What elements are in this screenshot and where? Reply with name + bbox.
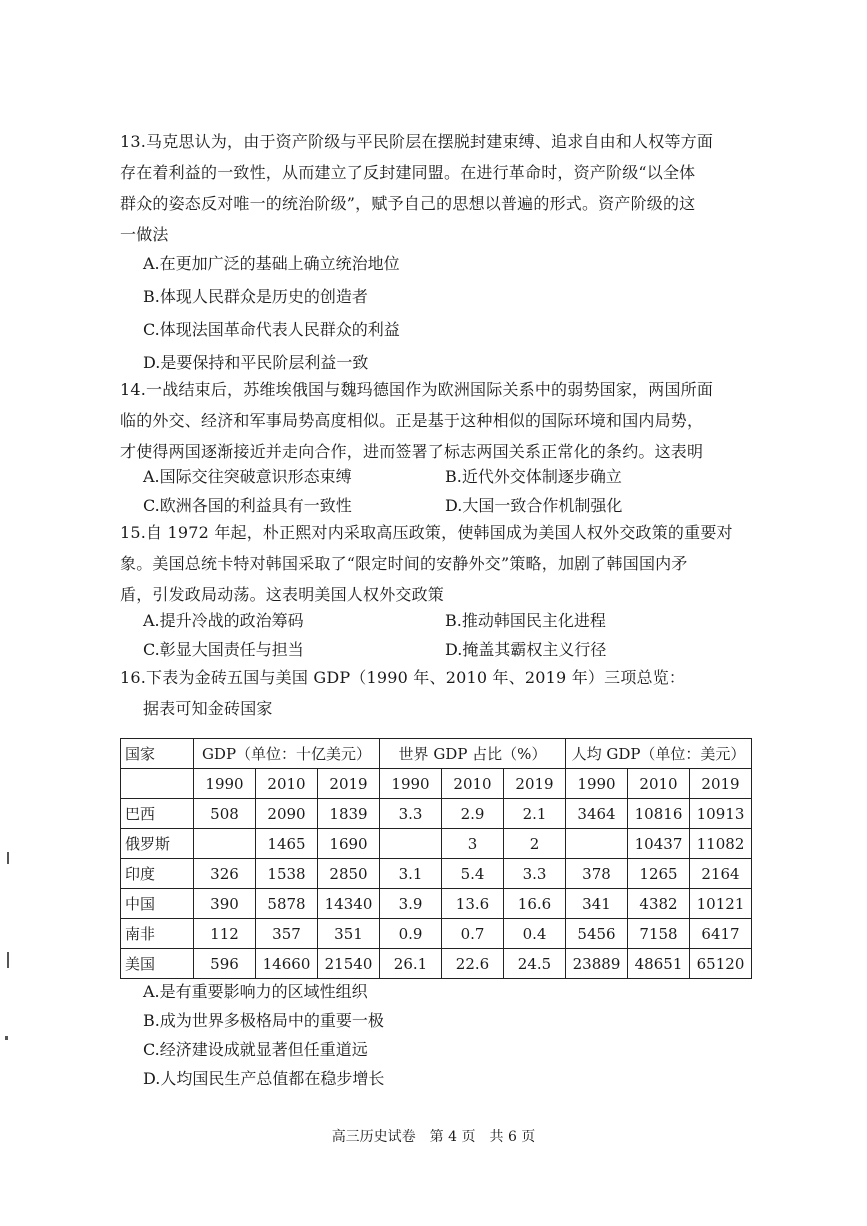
q15-option-d: D.掩盖其霸权主义行径	[445, 640, 607, 659]
table-cell: 2.9	[442, 799, 504, 829]
table-cell: 1465	[256, 829, 318, 859]
year-row-blank	[121, 769, 194, 799]
country-cell: 南非	[121, 919, 194, 949]
table-cell: 4382	[628, 889, 690, 919]
table-cell: 112	[194, 919, 256, 949]
table-cell: 2850	[318, 859, 380, 889]
q16-option-a: A.是有重要影响力的区域性组织	[143, 982, 368, 1001]
q14-option-d: D.大国一致合作机制强化	[445, 496, 623, 515]
table-cell: 3464	[566, 799, 628, 829]
table-cell: 26.1	[380, 949, 442, 979]
table-cell: 3.9	[380, 889, 442, 919]
q13-option-b: B.体现人民群众是历史的创造者	[143, 287, 368, 306]
scan-speck	[7, 852, 9, 864]
year-cell: 2019	[690, 769, 752, 799]
country-cell: 中国	[121, 889, 194, 919]
table-cell: 24.5	[504, 949, 566, 979]
table-row	[121, 799, 752, 829]
table-cell: 1265	[628, 859, 690, 889]
table-cell: 22.6	[442, 949, 504, 979]
year-cell: 2019	[504, 769, 566, 799]
question-15-stem	[120, 517, 733, 610]
year-cell: 2010	[628, 769, 690, 799]
table-cell: 2	[504, 829, 566, 859]
table-row	[121, 859, 752, 889]
group-header-per-capita: 人均 GDP（单位：美元）	[566, 739, 752, 769]
q15-option-b: B.推动韩国民主化进程	[445, 611, 606, 630]
q13-option-d: D.是要保持和平民阶层利益一致	[143, 353, 369, 372]
table-cell	[194, 829, 256, 859]
question-14-stem	[120, 374, 713, 467]
question-13-stem	[120, 126, 713, 250]
scan-speck	[7, 952, 9, 968]
table-cell: 10121	[690, 889, 752, 919]
q15-option-a: A.提升冷战的政治筹码	[143, 611, 304, 630]
table-cell: 326	[194, 859, 256, 889]
country-cell: 巴西	[121, 799, 194, 829]
country-cell: 俄罗斯	[121, 829, 194, 859]
year-cell: 1990	[194, 769, 256, 799]
gdp-table	[120, 738, 752, 979]
table-cell: 0.7	[442, 919, 504, 949]
table-cell: 65120	[690, 949, 752, 979]
table-row	[121, 919, 752, 949]
q14-option-b: B.近代外交体制逐步确立	[445, 467, 622, 486]
table-cell: 351	[318, 919, 380, 949]
table-cell: 2.1	[504, 799, 566, 829]
year-cell: 2010	[442, 769, 504, 799]
table-cell: 48651	[628, 949, 690, 979]
q14-line-3: 才使得两国逐渐接近并走向合作，进而签署了标志两国关系正常化的条约。这表明	[120, 442, 704, 461]
table-cell: 21540	[318, 949, 380, 979]
q16-option-c: C.经济建设成就显著但任重道远	[143, 1040, 368, 1059]
table-cell: 2164	[690, 859, 752, 889]
country-header: 国家	[121, 739, 194, 769]
table-year-row	[121, 769, 752, 799]
q13-line-4: 一做法	[120, 225, 169, 244]
table-cell: 3	[442, 829, 504, 859]
table-cell: 3.1	[380, 859, 442, 889]
q14-option-a: A.国际交往突破意识形态束缚	[143, 467, 352, 486]
scan-speck	[5, 1036, 8, 1040]
table-cell: 1538	[256, 859, 318, 889]
table-cell	[566, 829, 628, 859]
table-cell: 3.3	[504, 859, 566, 889]
table-cell: 0.9	[380, 919, 442, 949]
q16-option-b: B.成为世界多极格局中的重要一极	[143, 1011, 384, 1030]
table-cell: 23889	[566, 949, 628, 979]
table-cell: 357	[256, 919, 318, 949]
table-cell: 3.3	[380, 799, 442, 829]
q15-line-3: 盾，引发政局动荡。这表明美国人权外交政策	[120, 585, 445, 604]
table-cell: 2090	[256, 799, 318, 829]
group-header-share: 世界 GDP 占比（%）	[380, 739, 566, 769]
table-cell: 13.6	[442, 889, 504, 919]
country-cell: 印度	[121, 859, 194, 889]
year-cell: 1990	[566, 769, 628, 799]
table-cell: 596	[194, 949, 256, 979]
table-cell: 1690	[318, 829, 380, 859]
q16-option-d: D.人均国民生产总值都在稳步增长	[143, 1069, 385, 1088]
table-cell: 6417	[690, 919, 752, 949]
q14-line-2: 临的外交、经济和军事局势高度相似。正是基于这种相似的国际环境和国内局势，	[120, 411, 704, 430]
table-cell: 14660	[256, 949, 318, 979]
q13-option-a: A.在更加广泛的基础上确立统治地位	[143, 254, 400, 273]
table-cell: 10913	[690, 799, 752, 829]
country-cell: 美国	[121, 949, 194, 979]
year-cell: 1990	[380, 769, 442, 799]
q14-line-1: 14.一战结束后，苏维埃俄国与魏玛德国作为欧洲国际关系中的弱势国家，两国所面	[120, 380, 714, 399]
table-cell: 14340	[318, 889, 380, 919]
q14-option-c: C.欧洲各国的利益具有一致性	[143, 496, 352, 515]
q16-line-2: 据表可知金砖国家	[143, 699, 273, 718]
q13-line-3: 群众的姿态反对唯一的统治阶级”，赋予自己的思想以普遍的形式。资产阶级的这	[120, 194, 696, 213]
q13-option-c: C.体现法国革命代表人民群众的利益	[143, 320, 400, 339]
table-cell: 10437	[628, 829, 690, 859]
table-cell: 7158	[628, 919, 690, 949]
year-cell: 2019	[318, 769, 380, 799]
table-cell: 0.4	[504, 919, 566, 949]
table-cell: 378	[566, 859, 628, 889]
question-16-stem	[120, 662, 685, 724]
table-cell: 508	[194, 799, 256, 829]
table-cell: 5878	[256, 889, 318, 919]
table-cell: 16.6	[504, 889, 566, 919]
table-cell: 390	[194, 889, 256, 919]
table-cell: 10816	[628, 799, 690, 829]
table-cell: 5456	[566, 919, 628, 949]
q16-line-1: 16.下表为金砖五国与美国 GDP（1990 年、2010 年、2019 年）三项总览：	[120, 668, 686, 687]
q13-line-2: 存在着利益的一致性，从而建立了反封建同盟。在进行革命时，资产阶级“以全体	[120, 163, 696, 182]
q15-line-2: 象。美国总统卡特对韩国采取了“限定时间的安静外交”策略，加剧了韩国国内矛	[120, 554, 688, 573]
q15-line-1: 15.自 1972 年起，朴正熙对内采取高压政策，使韩国成为美国人权外交政策的重要对	[120, 523, 733, 542]
page-footer: 高三历史试卷 第 4 页 共 6 页	[331, 1129, 536, 1145]
group-header-gdp: GDP（单位：十亿美元）	[194, 739, 380, 769]
table-cell: 1839	[318, 799, 380, 829]
table-row	[121, 889, 752, 919]
table-cell: 11082	[690, 829, 752, 859]
table-cell	[380, 829, 442, 859]
table-cell: 341	[566, 889, 628, 919]
year-cell: 2010	[256, 769, 318, 799]
q13-line-1: 13.马克思认为，由于资产阶级与平民阶层在摆脱封建束缚、追求自由和人权等方面	[120, 132, 714, 151]
q15-option-c: C.彰显大国责任与担当	[143, 640, 304, 659]
table-cell: 5.4	[442, 859, 504, 889]
table-header-row	[121, 739, 752, 769]
table-row	[121, 949, 752, 979]
table-row	[121, 829, 752, 859]
